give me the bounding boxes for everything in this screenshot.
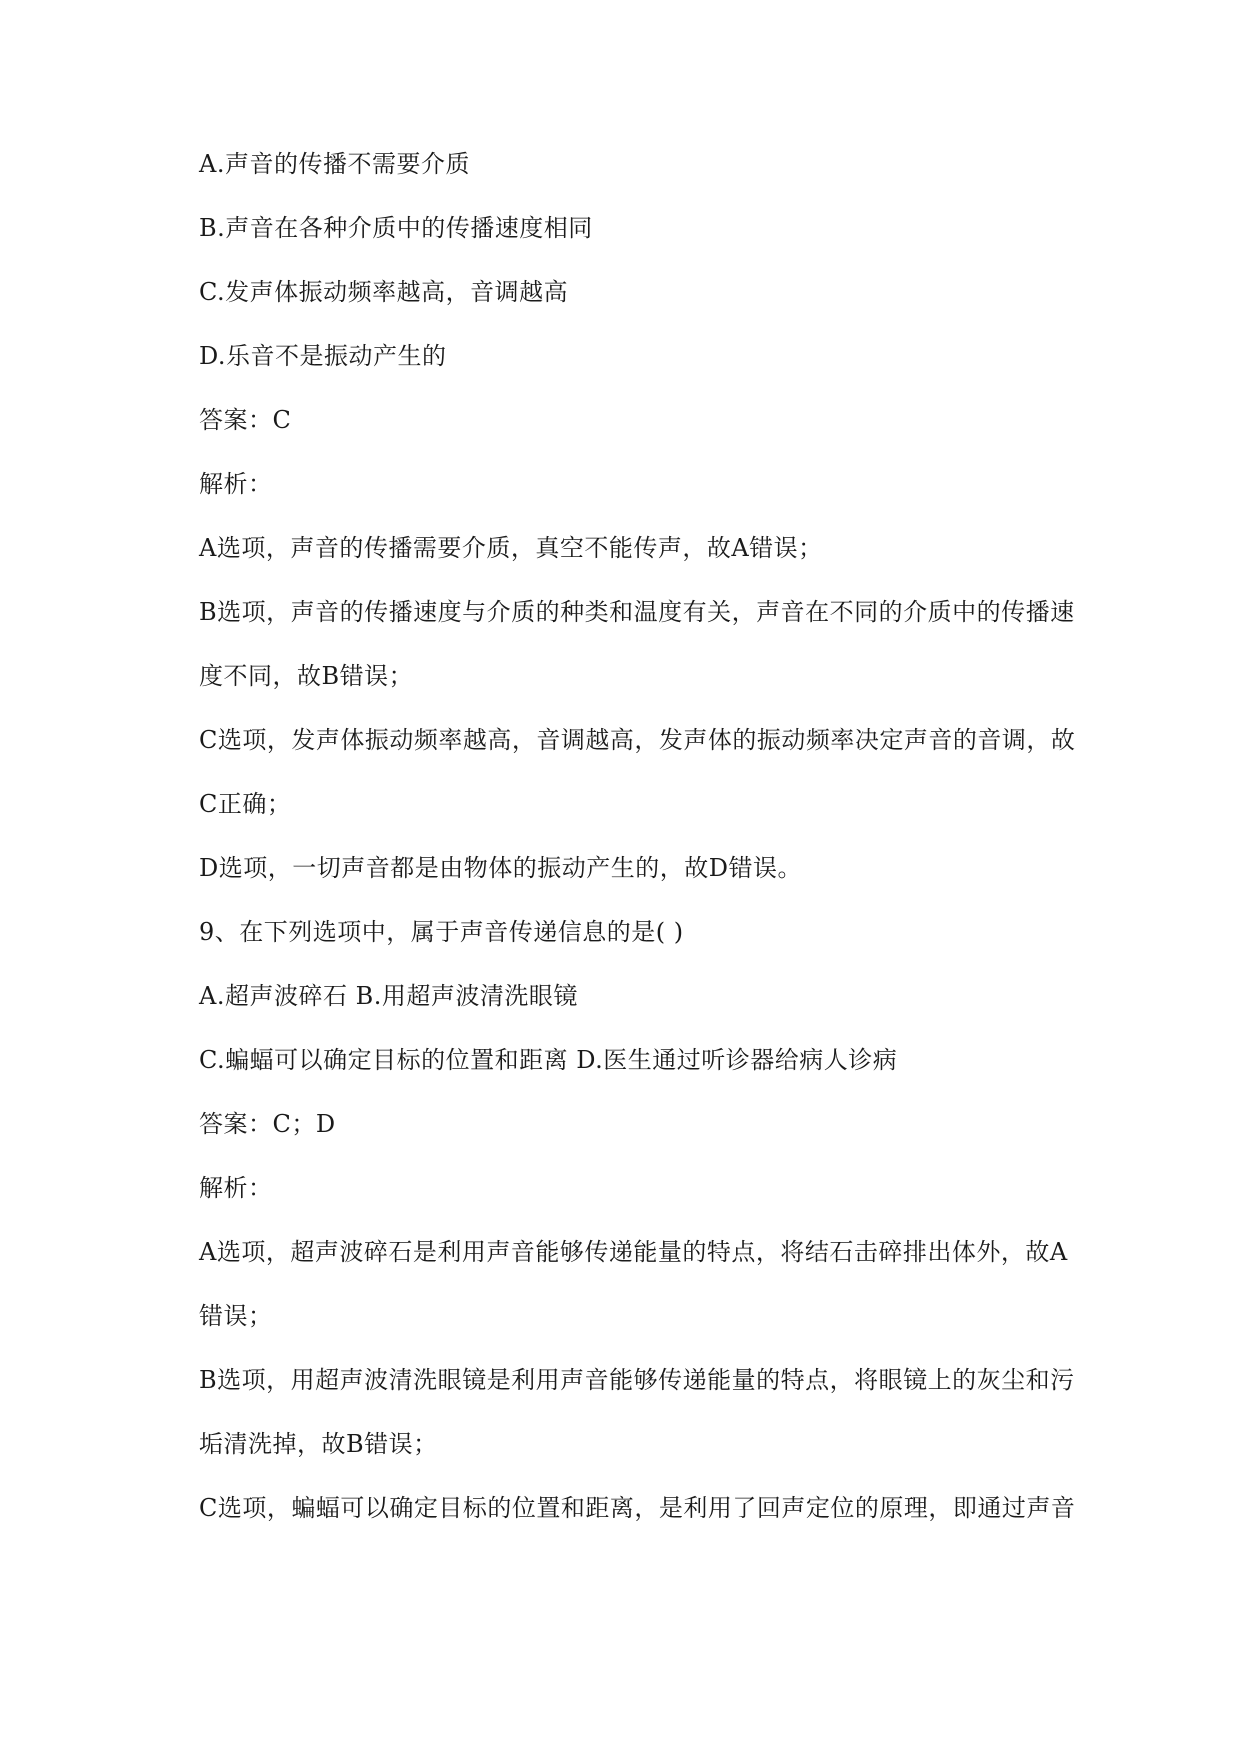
analysis-line: C选项，蝙蝠可以确定目标的位置和距离，是利用了回声定位的原理，即通过声音 bbox=[199, 1494, 1076, 1522]
analysis-line: 垢清洗掉，故B错误； bbox=[199, 1430, 438, 1458]
question-9: 9、在下列选项中，属于声音传递信息的是( ) bbox=[199, 918, 684, 946]
answer-q8: 答案：C bbox=[199, 406, 292, 434]
analysis-heading-q9: 解析： bbox=[199, 1174, 273, 1202]
options-ab-q9: A.超声波碎石 B.用超声波清洗眼镜 bbox=[199, 982, 578, 1010]
option-d-q8: D.乐音不是振动产生的 bbox=[199, 342, 447, 370]
analysis-line: D选项，一切声音都是由物体的振动产生的，故D错误。 bbox=[199, 854, 802, 882]
analysis-line: C选项，发声体振动频率越高，音调越高，发声体的振动频率决定声音的音调，故 bbox=[199, 726, 1076, 754]
analysis-line: A选项，超声波碎石是利用声音能够传递能量的特点，将结石击碎排出体外，故A bbox=[199, 1238, 1068, 1266]
analysis-line: 度不同，故B错误； bbox=[199, 662, 414, 690]
analysis-line: C正确； bbox=[199, 790, 292, 818]
answer-q9: 答案：C；D bbox=[199, 1110, 336, 1138]
analysis-line: B选项，用超声波清洗眼镜是利用声音能够传递能量的特点，将眼镜上的灰尘和污 bbox=[199, 1366, 1075, 1394]
analysis-line: A选项，声音的传播需要介质，真空不能传声，故A错误； bbox=[199, 534, 823, 562]
analysis-line: 错误； bbox=[199, 1302, 273, 1330]
option-c-q8: C.发声体振动频率越高，音调越高 bbox=[199, 278, 569, 306]
analysis-heading-q8: 解析： bbox=[199, 470, 273, 498]
option-b-q8: B.声音在各种介质中的传播速度相同 bbox=[199, 214, 593, 242]
analysis-line: B选项，声音的传播速度与介质的种类和温度有关，声音在不同的介质中的传播速 bbox=[199, 598, 1075, 626]
options-cd-q9: C.蝙蝠可以确定目标的位置和距离 D.医生通过听诊器给病人诊病 bbox=[199, 1046, 898, 1074]
option-a-q8: A.声音的传播不需要介质 bbox=[199, 150, 470, 178]
